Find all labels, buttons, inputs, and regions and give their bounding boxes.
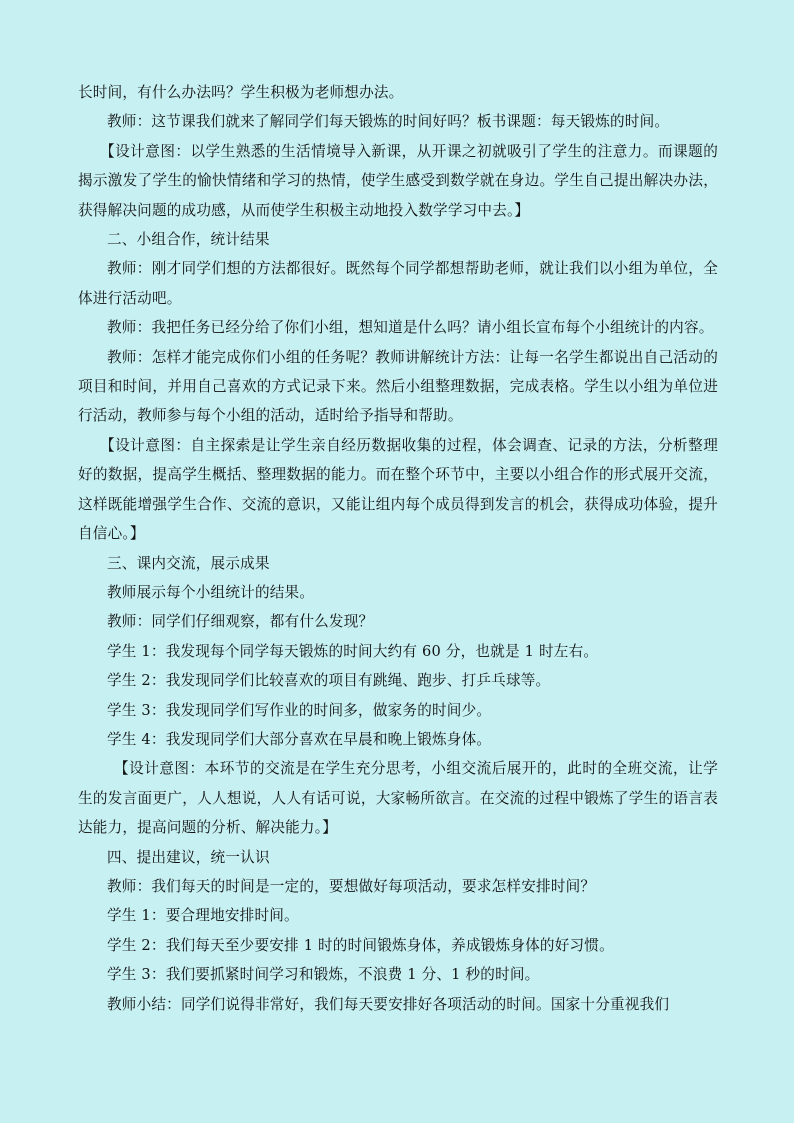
paragraph: 教师展示每个小组统计的结果。 [107, 583, 315, 601]
design-intent-note: 【设计意图：自主探索是让学生亲自经历数据收集的过程，体会调查、记录的方法，分析整理好的数据，提高学生概括、整理数据的能力。而在整个环节中，主要以小组合作的形式展开交流，这样既能增强学生合作、交流的意识，又能让组内每个成员得到发言的机会，获得成功体验，提升自信心。】 [78, 436, 718, 543]
paragraph: 学生 1：要合理地安排时间。 [107, 907, 299, 925]
design-intent-note: 【设计意图：本环节的交流是在学生充分思考，小组交流后展开的，此时的全班交流，让学生的发言面更广，人人想说，人人有话可说，大家畅所欲言。在交流的过程中锻炼了学生的语言表达能力，提高问题的分析、解决能力。】 [78, 760, 718, 837]
paragraph: 教师：我把任务已经分给了你们小组，想知道是什么吗？请小组长宣布每个小组统计的内容。 [107, 319, 714, 337]
section-heading: 三、课内交流，展示成果 [107, 554, 270, 572]
document-page [78, 78, 718, 1019]
paragraph: 学生 2：我发现同学们比较喜欢的项目有跳绳、跑步、打乒乓球等。 [107, 672, 551, 690]
paragraph: 教师小结：同学们说得非常好，我们每天要安排好各项活动的时间。国家十分重视我们 [107, 995, 670, 1013]
paragraph: 学生 2：我们每天至少要安排 1 时的时间锻炼身体，养成锻炼身体的好习惯。 [107, 936, 614, 954]
paragraph: 教师：我们每天的时间是一定的，要想做好每项活动，要求怎样安排时间？ [107, 877, 596, 895]
paragraph: 教师：刚才同学们想的方法都很好。既然每个同学都想帮助老师，就让我们以小组为单位，全体进行活动吧。 [78, 260, 718, 307]
paragraph: 教师：同学们仔细观察，都有什么发现？ [107, 613, 374, 631]
paragraph: 学生 4：我发现同学们大部分喜欢在早晨和晚上锻炼身体。 [107, 730, 492, 748]
paragraph: 长时间，有什么办法吗？学生积极为老师想办法。 [78, 84, 404, 101]
paragraph: 学生 3：我们要抓紧时间学习和锻炼，不浪费 1 分、1 秒的时间。 [107, 966, 540, 984]
section-heading: 四、提出建议，统一认识 [107, 848, 270, 866]
paragraph: 教师：怎样才能完成你们小组的任务呢？教师讲解统计方法：让每一名学生都说出自己活动的项目和时间，并用自己喜欢的方式记录下来。然后小组整理数据，完成表格。学生以小组为单位进行活动，教师参与每个小组的活动，适时给予指导和帮助。 [78, 348, 718, 425]
section-heading: 二、小组合作，统计结果 [107, 231, 270, 249]
paragraph: 教师：这节课我们就来了解同学们每天锻炼的时间好吗？板书课题：每天锻炼的时间。 [107, 113, 670, 131]
paragraph: 学生 1：我发现每个同学每天锻炼的时间大约有 60 分，也就是 1 时左右。 [107, 642, 599, 660]
design-intent-note: 【设计意图：以学生熟悉的生活情境导入新课，从开课之初就吸引了学生的注意力。而课题的揭示激发了学生的愉快情绪和学习的热情，使学生感受到数学就在身边。学生自己提出解决办法，获得解决问题的成功感，从而使学生积极主动地投入数学学习中去。】 [78, 142, 718, 219]
paragraph: 学生 3：我发现同学们写作业的时间多，做家务的时间少。 [107, 701, 492, 719]
